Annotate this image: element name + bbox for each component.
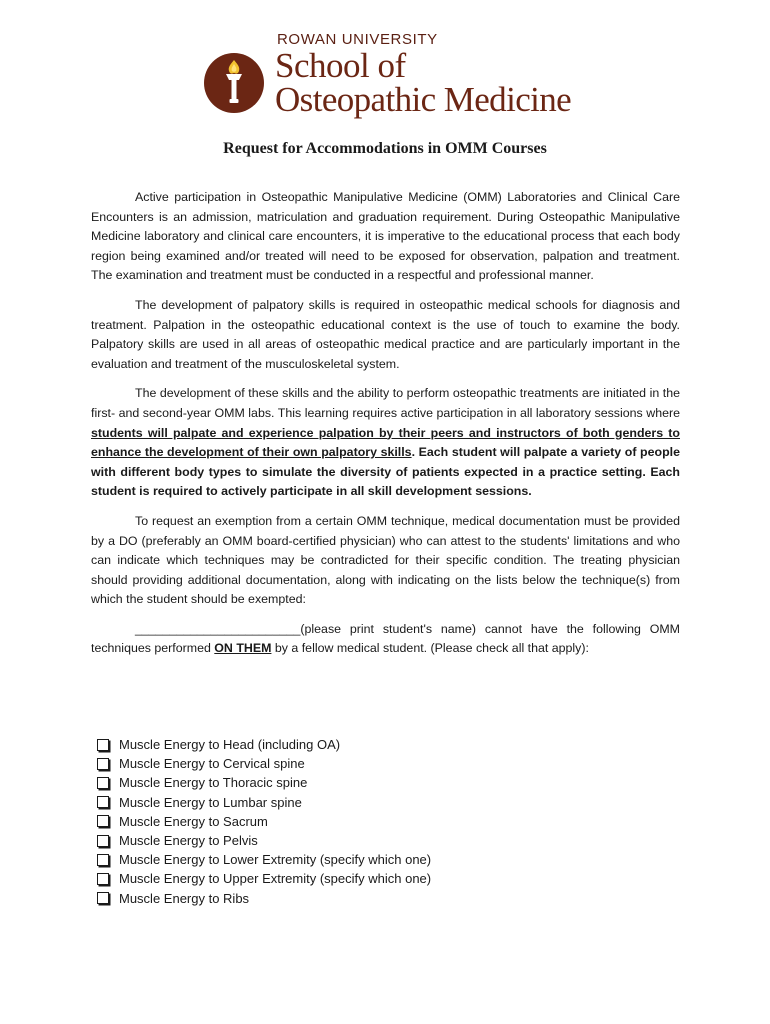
checklist-label: Muscle Energy to Sacrum bbox=[119, 813, 268, 829]
checklist-label: Muscle Energy to Lower Extremity (specify which one) bbox=[119, 852, 432, 868]
university-name: ROWAN UNIVERSITY bbox=[277, 31, 438, 48]
palpation-emphasis: students will palpate and experience palpation by their peers and instructors of both genders to enhance the development of their own palpatory skills bbox=[91, 425, 680, 460]
checkbox-icon[interactable] bbox=[97, 854, 109, 866]
checklist-item-thoracic[interactable] bbox=[97, 773, 431, 792]
checklist-label: Muscle Energy to Thoracic spine bbox=[119, 775, 308, 791]
checklist-item-lower-extremity[interactable] bbox=[97, 850, 431, 869]
checklist-item-head[interactable] bbox=[97, 735, 431, 754]
checkbox-icon[interactable] bbox=[97, 835, 109, 847]
technique-checklist bbox=[97, 735, 431, 908]
paragraph-participation: Active participation in Osteopathic Manipulative Medicine (OMM) Laboratories and Clinical Care Encounters is an admission, matriculation and graduation requirement. During Osteopathic Manipulative Medicine laboratory and clinical care encounters, it is imperative to the educational process that each body region being examined and/or treated will need to be exposed for observation, palpation and treatment. The examination and treatment must be conducted in a respectful and professional manner. bbox=[91, 190, 680, 283]
paragraph-exemption-request: To request an exemption from a certain OMM technique, medical documentation must be provided by a DO (preferably an OMM board-certified physician) who can attest to the students' limitations and who can indicate which techniques may be contradicted for their specific condition. The treating physician should providing additional documentation, along with indicating on the lists below the technique(s) from which the student should be exempted: bbox=[91, 513, 680, 607]
checklist-item-upper-extremity[interactable] bbox=[97, 869, 431, 888]
checklist-label: Muscle Energy to Cervical spine bbox=[119, 756, 305, 772]
checklist-label: Muscle Energy to Lumbar spine bbox=[119, 794, 302, 810]
checkbox-icon[interactable] bbox=[97, 815, 109, 827]
checklist-item-pelvis[interactable] bbox=[97, 831, 431, 850]
student-name-blank: ________________________(please print student's name) cannot have the following OMM techniques performed bbox=[91, 621, 680, 656]
lab-requirements-text: The development of these skills and the ability to perform osteopathic treatments are initiated in the first- and second-year OMM labs. This learning requires active participation in all laboratory sessions where bbox=[91, 386, 680, 420]
paragraph-palpatory-skills: The development of palpatory skills is required in osteopathic medical schools for diagnosis and treatment. Palpation in the osteopathic educational context is the use of touch to examine the body. Palpatory skills are used in all areas of osteopathic medical practice and are particularly important in the evaluation and treatment of the musculoskeletal system. bbox=[91, 297, 680, 371]
checkbox-icon[interactable] bbox=[97, 892, 109, 904]
checkbox-icon[interactable] bbox=[97, 796, 109, 808]
checklist-item-cervical[interactable] bbox=[97, 754, 431, 773]
school-logo bbox=[203, 30, 573, 122]
torch-emblem-icon bbox=[203, 52, 265, 114]
checklist-item-lumbar[interactable] bbox=[97, 793, 431, 812]
checkbox-icon[interactable] bbox=[97, 739, 109, 751]
checkbox-icon[interactable] bbox=[97, 758, 109, 770]
checklist-label: Muscle Energy to Upper Extremity (specify which one) bbox=[119, 871, 432, 887]
checklist-item-sacrum[interactable] bbox=[97, 812, 431, 831]
paragraph-student-statement bbox=[91, 620, 680, 659]
checklist-item-ribs[interactable] bbox=[97, 889, 431, 908]
student-statement-end: by a fellow medical student. (Please check all that apply): bbox=[271, 641, 589, 656]
school-name-line2: Osteopathic Medicine bbox=[275, 80, 572, 119]
checkbox-icon[interactable] bbox=[97, 873, 109, 885]
checklist-label: Muscle Energy to Head (including OA) bbox=[119, 737, 341, 752]
paragraph-lab-requirements bbox=[91, 384, 680, 502]
document-title: Request for Accommodations in OMM Courses bbox=[223, 140, 547, 157]
checklist-label: Muscle Energy to Pelvis bbox=[119, 833, 258, 849]
checklist-label: Muscle Energy to Ribs bbox=[119, 890, 250, 906]
document-body bbox=[91, 188, 680, 669]
school-name-line1: School of bbox=[275, 46, 406, 85]
on-them-emphasis: ON THEM bbox=[214, 641, 272, 656]
checkbox-icon[interactable] bbox=[97, 777, 109, 789]
participation-requirement: . Each student will palpate a variety of people with different body types to simulate the diversity of patients expected in a practice setting. Each student is required to actively participate in all skill development sessions. bbox=[91, 445, 680, 499]
